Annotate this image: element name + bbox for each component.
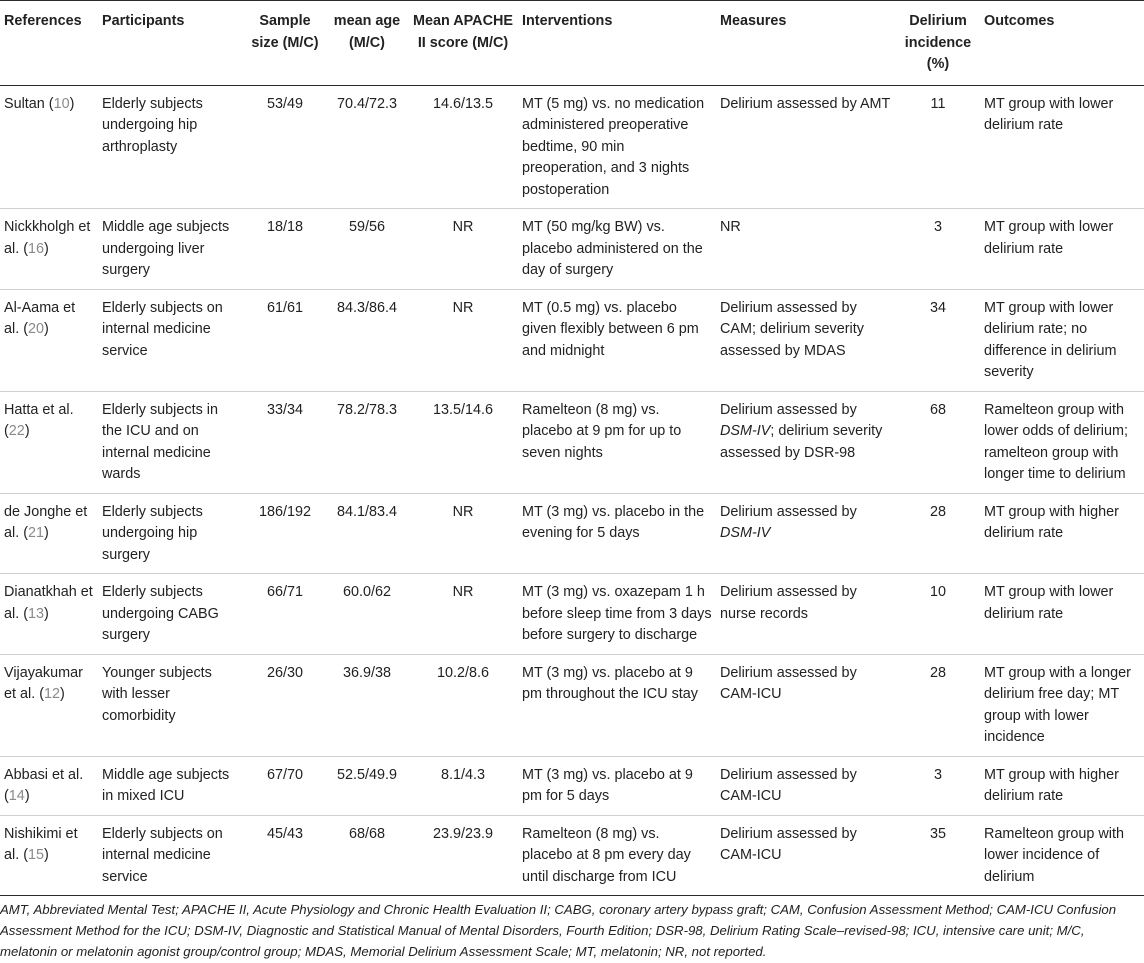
cell-reference — [0, 756, 98, 815]
measures-text: Delirium assessed by nurse records — [720, 584, 857, 622]
reference-name: Nickkholgh et al. ( — [4, 219, 91, 257]
cell-delirium-incidence: 35 — [929, 825, 946, 842]
cell-participants: Elderly subjects on internal medicine service — [102, 299, 223, 359]
cell-outcomes: MT group with lower delirium rate — [984, 95, 1114, 133]
cell-mean-age: 70.4/72.3 — [336, 95, 397, 112]
measures-text: Delirium assessed by CAM; delirium severity assessed by MDAS — [720, 299, 864, 359]
cell-delirium-incidence: 3 — [933, 219, 942, 235]
cell-reference — [0, 493, 98, 574]
measures-text: Delirium assessed by CAM-ICU — [720, 766, 857, 804]
cell-sample-size: 33/34 — [266, 401, 303, 418]
measures-italic: DSM-IV — [720, 423, 771, 439]
cell-apache: NR — [452, 503, 474, 520]
table-body — [0, 85, 1144, 896]
cell-measures — [716, 391, 896, 493]
measures-text: Delirium assessed by — [720, 401, 857, 418]
citation-link[interactable]: 21 — [28, 525, 45, 541]
cell-reference — [0, 85, 98, 209]
cell-reference — [0, 815, 98, 896]
cell-participants: Elderly subjects on internal medicine service — [102, 825, 223, 885]
citation-link[interactable]: 15 — [28, 847, 45, 863]
header-references: References — [4, 13, 82, 29]
header-sample-size: Sample size (M/C) — [251, 13, 319, 51]
cell-delirium-incidence: 11 — [930, 95, 946, 112]
cell-reference — [0, 574, 98, 655]
cell-sample-size: 18/18 — [266, 219, 303, 235]
cell-measures — [716, 289, 896, 391]
reference-close: ) — [24, 788, 30, 804]
header-outcomes: Outcomes — [984, 13, 1055, 29]
table-row — [0, 574, 1144, 655]
cell-delirium-incidence: 10 — [929, 584, 946, 600]
header-participants: Participants — [102, 13, 185, 29]
cell-interventions: MT (50 mg/kg BW) vs. placebo administered on the day of surgery — [522, 219, 703, 278]
cell-sample-size: 61/61 — [266, 299, 303, 316]
cell-measures — [716, 209, 896, 290]
cell-delirium-incidence: 34 — [929, 299, 946, 316]
cell-reference — [0, 289, 98, 391]
reference-name: Dianatkhah et al. ( — [4, 584, 93, 622]
cell-sample-size: 45/43 — [266, 825, 303, 842]
table-row — [0, 756, 1144, 815]
cell-interventions: MT (3 mg) vs. placebo at 9 pm throughout the ICU stay — [522, 664, 698, 702]
cell-apache: NR — [452, 299, 474, 316]
reference-close: ) — [44, 847, 49, 863]
header-apache: Mean APACHE II score (M/C) — [413, 13, 513, 51]
reference-close: ) — [44, 321, 49, 337]
reference-name: Vijayakumar et al. ( — [4, 664, 83, 702]
cell-interventions: MT (3 mg) vs. placebo in the evening for 5 days — [522, 503, 705, 541]
citation-link[interactable]: 10 — [53, 95, 70, 112]
cell-sample-size: 67/70 — [266, 766, 303, 783]
cell-apache: NR — [452, 219, 474, 235]
citation-link[interactable]: 22 — [8, 423, 25, 439]
cell-participants: Elderly subjects undergoing hip surgery — [102, 503, 203, 563]
measures-italic: DSM-IV — [720, 525, 771, 541]
reference-close: ) — [69, 95, 75, 112]
cell-mean-age: 60.0/62 — [342, 584, 391, 600]
cell-outcomes: MT group with a longer delirium free day; MT group with lower incidence — [984, 664, 1131, 745]
table-row — [0, 654, 1144, 756]
cell-participants: Younger subjects with lesser comorbidity — [102, 664, 212, 724]
cell-apache: 14.6/13.5 — [432, 95, 493, 112]
cell-mean-age: 78.2/78.3 — [336, 401, 397, 418]
table-row — [0, 815, 1144, 896]
reference-name: Al-Aama et al. ( — [4, 299, 76, 337]
header-row — [0, 1, 1144, 86]
cell-outcomes: Ramelteon group with lower incidence of delirium — [984, 825, 1124, 885]
cell-delirium-incidence: 3 — [933, 766, 942, 783]
citation-link[interactable]: 13 — [28, 605, 45, 622]
cell-sample-size: 53/49 — [266, 95, 303, 112]
header-mean-age: mean age (M/C) — [333, 13, 401, 51]
cell-participants: Middle age subjects undergoing liver surgery — [102, 219, 230, 278]
cell-mean-age: 84.1/83.4 — [336, 503, 397, 520]
cell-apache: 8.1/4.3 — [440, 766, 485, 783]
cell-reference — [0, 391, 98, 493]
cell-interventions: MT (5 mg) vs. no medication administered preoperative bedtime, 90 min preoperation, and 3 nights postoperation — [522, 95, 705, 198]
cell-reference — [0, 654, 98, 756]
cell-apache: 23.9/23.9 — [432, 825, 493, 842]
measures-text: NR — [720, 219, 741, 235]
table-header — [0, 1, 1144, 86]
cell-measures — [716, 85, 896, 209]
reference-close: ) — [44, 525, 49, 541]
header-measures: Measures — [720, 13, 787, 29]
cell-sample-size: 66/71 — [266, 584, 303, 600]
cell-measures — [716, 815, 896, 896]
citation-link[interactable]: 16 — [28, 240, 45, 257]
cell-apache: 13.5/14.6 — [432, 401, 493, 418]
cell-mean-age: 68/68 — [348, 825, 385, 842]
cell-interventions: MT (3 mg) vs. placebo at 9 pm for 5 days — [522, 766, 693, 804]
cell-interventions: Ramelteon (8 mg) vs. placebo at 8 pm every day until discharge from ICU — [522, 825, 691, 885]
measures-tail: ; delirium severity assessed by DSR-98 — [720, 423, 883, 461]
cell-outcomes: MT group with lower delirium rate — [984, 219, 1114, 257]
cell-interventions: Ramelteon (8 mg) vs. placebo at 9 pm for up to seven nights — [522, 401, 682, 461]
cell-participants: Elderly subjects in the ICU and on internal medicine wards — [102, 401, 218, 482]
cell-mean-age: 59/56 — [348, 219, 385, 235]
table-footnote: AMT, Abbreviated Mental Test; APACHE II, Acute Physiology and Chronic Health Evaluation II; CABG, coronary artery bypass graft; CAM, Confusion Assessment Method; CAM-ICU Confusion Assessment Method for the ICU; DSM-IV, Diagnostic and Statistical Manual of Mental Disorders, Fourth Edition; DSR-98, Delirium Rating Scale–revised-98; ICU, intensive care unit; M/C, melatonin or melatonin agonist group/control group; MDAS, Memorial Delirium Assessment Scale; MT, melatonin; NR, not reported. — [0, 902, 1117, 959]
cell-outcomes: MT group with higher delirium rate — [984, 503, 1119, 541]
header-delirium-incidence: Delirium incidence (%) — [904, 13, 972, 72]
cell-mean-age: 36.9/38 — [342, 664, 391, 681]
reference-close: ) — [44, 240, 49, 257]
cell-delirium-incidence: 28 — [929, 503, 946, 520]
cell-apache: 10.2/8.6 — [436, 664, 489, 681]
cell-measures — [716, 574, 896, 655]
table-row — [0, 209, 1144, 290]
cell-measures — [716, 756, 896, 815]
measures-text: Delirium assessed by AMT — [720, 95, 891, 112]
cell-mean-age: 52.5/49.9 — [336, 766, 397, 783]
reference-close: ) — [24, 423, 30, 439]
cell-outcomes: MT group with lower delirium rate; no difference in delirium severity — [984, 299, 1117, 380]
measures-text: Delirium assessed by — [720, 503, 857, 520]
cell-measures — [716, 654, 896, 756]
cell-delirium-incidence: 28 — [929, 664, 946, 681]
citation-link[interactable]: 14 — [8, 788, 25, 804]
cell-participants: Middle age subjects in mixed ICU — [102, 766, 230, 804]
measures-text: Delirium assessed by CAM-ICU — [720, 825, 857, 863]
cell-interventions: MT (3 mg) vs. oxazepam 1 h before sleep time from 3 days before surgery to discharge — [522, 584, 712, 643]
cell-outcomes: MT group with higher delirium rate — [984, 766, 1119, 804]
cell-sample-size: 26/30 — [266, 664, 303, 681]
table-row — [0, 85, 1144, 209]
header-interventions: Interventions — [522, 13, 613, 29]
cell-outcomes: Ramelteon group with lower odds of delirium; ramelteon group with longer time to delirium — [984, 401, 1128, 482]
table-row — [0, 289, 1144, 391]
citation-link[interactable]: 20 — [28, 321, 45, 337]
reference-name: Abbasi et al. ( — [4, 766, 84, 804]
table-row — [0, 493, 1144, 574]
reference-name: Sultan ( — [4, 95, 54, 112]
cell-measures — [716, 493, 896, 574]
cell-mean-age: 84.3/86.4 — [336, 299, 397, 316]
cell-interventions: MT (0.5 mg) vs. placebo given flexibly between 6 pm and midnight — [522, 299, 699, 359]
cell-apache: NR — [452, 584, 474, 600]
reference-name: de Jonghe et al. ( — [4, 503, 88, 541]
citation-link[interactable]: 12 — [44, 686, 61, 702]
reference-close: ) — [44, 605, 49, 622]
cell-delirium-incidence: 68 — [929, 401, 946, 418]
reference-close: ) — [60, 686, 65, 702]
measures-text: Delirium assessed by CAM-ICU — [720, 664, 857, 702]
cell-outcomes: MT group with lower delirium rate — [984, 584, 1114, 622]
reference-name: Nishikimi et al. ( — [4, 825, 78, 863]
table-row — [0, 391, 1144, 493]
cell-participants: Elderly subjects undergoing CABG surgery — [102, 584, 219, 643]
reference-name: Hatta et al. ( — [4, 401, 74, 439]
cell-reference — [0, 209, 98, 290]
cell-sample-size: 186/192 — [258, 503, 312, 520]
cell-participants: Elderly subjects undergoing hip arthroplasty — [102, 95, 203, 155]
